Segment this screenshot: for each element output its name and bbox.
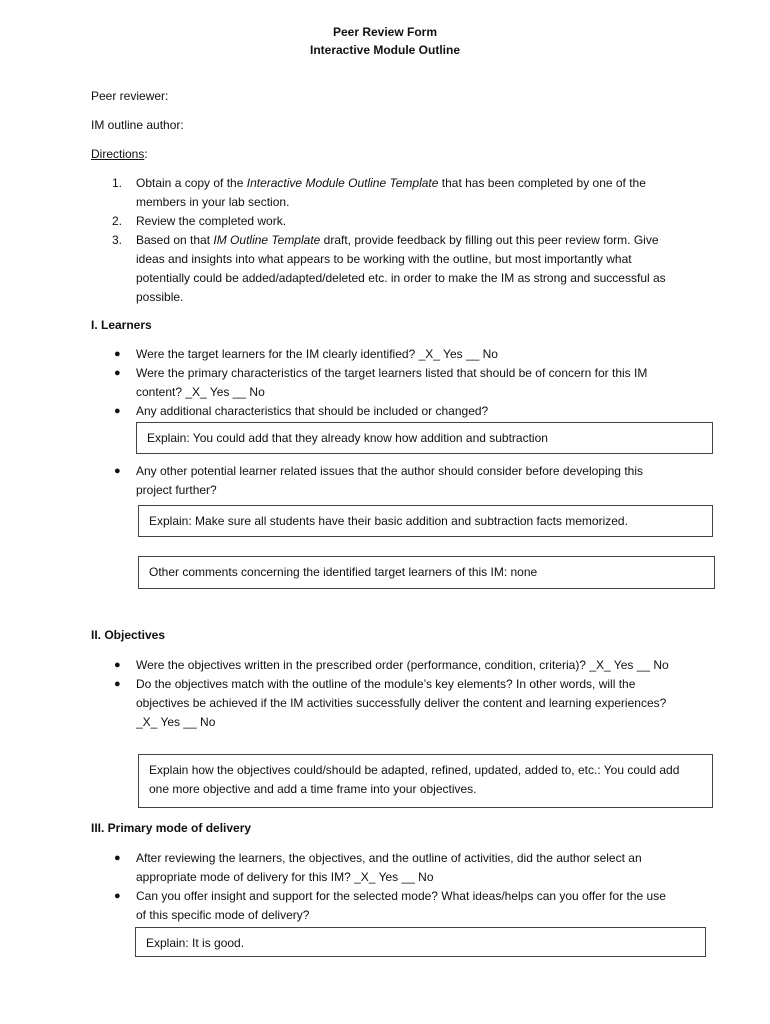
learners-comments-box[interactable]: Other comments concerning the identified target learners of this IM: none — [138, 556, 715, 589]
question-text: Do the objectives match with the outline of the module’s key elements? In other words, will the objectives be achieved if the IM activities successfully deliver the content and learning experiences? _X_ Yes __ No — [136, 677, 667, 729]
learners-questions — [112, 345, 672, 421]
bullet-icon: ● — [114, 852, 121, 864]
bullet-icon: ● — [114, 348, 121, 360]
author-label: IM outline author: — [91, 118, 184, 132]
direction-text: Obtain a copy of the — [136, 176, 247, 190]
learners-issues-box[interactable]: Explain: Make sure all students have their basic addition and subtraction facts memorized. — [138, 505, 713, 537]
peer-reviewer-label: Peer reviewer: — [91, 89, 169, 103]
question-text: Can you offer insight and support for the selected mode? What ideas/helps can you offer for the use of this specific mode of delivery? — [136, 889, 666, 922]
question-item — [112, 887, 672, 925]
question-item — [112, 656, 672, 675]
question-text: Any other potential learner related issues that the author should consider before developing this project further? — [136, 464, 643, 497]
direction-item — [112, 174, 672, 212]
directions-label-colon: : — [144, 147, 148, 161]
bullet-icon: ● — [114, 465, 121, 477]
question-text: Were the primary characteristics of the target learners listed that should be of concern for this IM content? _X_ Yes __ No — [136, 366, 648, 399]
form-subtitle: Interactive Module Outline — [309, 43, 461, 57]
section-delivery-heading: III. Primary mode of delivery — [91, 821, 252, 835]
direction-italic: IM Outline Template — [213, 233, 321, 247]
direction-number: 2. — [112, 214, 123, 228]
direction-item — [112, 212, 672, 231]
learners-questions-more — [112, 462, 672, 500]
section-objectives-heading: II. Objectives — [91, 628, 166, 642]
question-text: Were the target learners for the IM clearly identified? _X_ Yes __ No — [136, 347, 498, 361]
objectives-questions — [112, 656, 672, 732]
direction-text-end: draft, provide feedback by filling out this peer review form. Give ideas and insights into what appears to be working with the outline, but most importantly what potentially could be added/adapted/deleted etc. in order to make the IM as strong and successful as possible. — [136, 233, 666, 304]
direction-number: 1. — [112, 176, 123, 190]
question-text: Were the objectives written in the prescribed order (performance, condition, criteria)? _X_ Yes __ No — [136, 658, 669, 672]
direction-number: 3. — [112, 233, 123, 247]
bullet-icon: ● — [114, 890, 121, 902]
direction-text: Based on that — [136, 233, 214, 247]
bullet-icon: ● — [114, 405, 121, 417]
question-item — [112, 345, 672, 364]
direction-item — [112, 231, 672, 307]
bullet-icon: ● — [114, 678, 121, 690]
objectives-explain-box[interactable]: Explain how the objectives could/should be adapted, refined, updated, added to, etc.: You could add one more objective and add a time frame into your objectives. — [138, 754, 713, 808]
delivery-explain-box[interactable]: Explain: It is good. — [135, 927, 706, 957]
bullet-icon: ● — [114, 659, 121, 671]
question-item — [112, 849, 672, 887]
section-learners-heading: I. Learners — [91, 318, 152, 332]
direction-text: Review the completed work. — [136, 214, 287, 228]
question-text: Any additional characteristics that should be included or changed? — [136, 404, 489, 418]
question-item — [112, 675, 672, 732]
direction-text-end: that has been completed by one of the members in your lab section. — [136, 176, 646, 209]
question-item — [112, 462, 672, 500]
question-item — [112, 402, 672, 421]
form-title: Peer Review Form — [332, 25, 438, 39]
learners-explain-box[interactable]: Explain: You could add that they already know how addition and subtraction — [136, 422, 713, 454]
directions-label-text: Directions — [91, 147, 145, 161]
direction-italic: Interactive Module Outline Template — [246, 176, 439, 190]
question-item — [112, 364, 672, 402]
delivery-questions — [112, 849, 672, 925]
bullet-icon: ● — [114, 367, 121, 379]
directions-label — [91, 145, 148, 164]
question-text: After reviewing the learners, the objectives, and the outline of activities, did the author select an appropriate mode of delivery for this IM? _X_ Yes __ No — [136, 851, 642, 884]
directions-list — [112, 174, 672, 307]
